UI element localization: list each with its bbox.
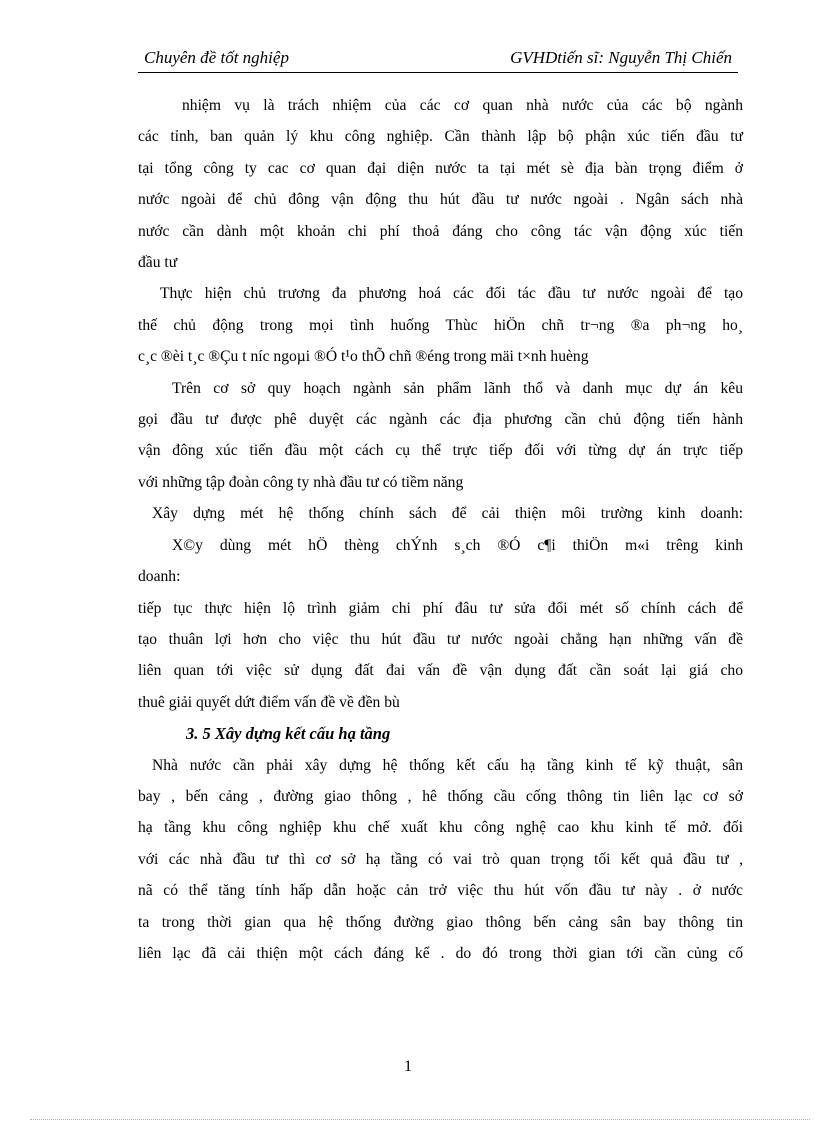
text-line: liên lạc đã cải thiện một cách đáng kể . do đó trong thời gian tới cần củng cố	[138, 944, 743, 962]
text-line: nhiệm vụ là trách nhiệm của các cơ quan nhà nước của các bộ ngành	[182, 97, 743, 114]
page-number: 1	[404, 1058, 412, 1075]
text-line: nước cần dành một khoản chi phí thoả đáng cho công tác vận động xúc tiến	[138, 222, 743, 240]
page-bottom-divider	[30, 1119, 810, 1120]
text-line: tiếp tục thực hiện lộ trình giảm chi phí đâu tư sửa đổi mét số chính cách để	[138, 599, 743, 617]
section-heading: 3. 5 Xây dựng kết cấu hạ tầng	[186, 724, 391, 744]
text-line: Nhà nước cần phải xây dựng hệ thống kết cấu hạ tầng kinh tế kỹ thuật, sân	[152, 756, 743, 774]
text-line: vận đông xúc tiến đầu một cách cụ thể trực tiếp đối với từng dự án trực tiếp	[138, 442, 743, 460]
text-line: nước ngoài để chủ đông vận động thu hút đầu tư nước ngoài . Ngân sách nhà	[138, 191, 743, 209]
document-body	[138, 90, 743, 969]
text-line: ta trong thời gian qua hệ thống đường giao thông bến cảng sân bay thông tin	[138, 913, 743, 931]
text-line: Thực hiện chủ trương đa phương hoá các đối tác đầu tư nước ngoài để tạo	[160, 285, 743, 303]
text-line: Xây dựng mét hệ thống chính sách để cải thiện môi trường kinh doanh:	[152, 505, 743, 523]
header-title: Chuyên đề tốt nghiệp	[144, 48, 289, 67]
text-line: đầu tư	[138, 254, 178, 272]
text-line: tạo thuân lợi hơn cho việc thu hút đầu tư nước ngoài chẳng hạn những vấn đề	[138, 630, 743, 648]
text-line: liên quan tới việc sử dụng đất đai vấn đề vận dụng đất cần soát lại giá cho	[138, 662, 743, 680]
text-line: c¸c ®èi t¸c ®Çu t níc ngoµi ®Ó t¹o thÕ chñ ®éng trong mäi t×nh huèng	[138, 348, 589, 366]
text-line: hạ tầng khu công nghiệp khu chế xuất khu công nghệ cao khu kinh tế mở. đối	[138, 819, 743, 837]
text-line: với những tập đoàn công ty nhà đầu tư có tiềm năng	[138, 473, 464, 491]
text-line: nã có thể tăng tính hấp dẫn hoặc cản trở việc thu hút vốn đầu tư này . ở nước	[138, 882, 743, 900]
text-line: X©y dùng mét hÖ thèng chÝnh s¸ch ®Ó c¶i thiÖn m«i trêng kinh	[172, 536, 743, 554]
page-header	[138, 46, 738, 73]
text-line: tại tổng công ty cac cơ quan đại diện nước ta tại mét sè địa bàn trọng điểm ở	[138, 159, 743, 177]
text-line: với các nhà đầu tư thì cơ sở hạ tầng có vai trò quan trọng tối kết quả đầu tư ,	[138, 850, 743, 868]
text-line: các tỉnh, ban quản lý khu công nghiệp. Cần thành lập bộ phận xúc tiến đầu tư	[138, 128, 743, 146]
header-advisor: GVHDtiến sĩ: Nguyễn Thị Chiến	[510, 48, 732, 67]
text-line: gọi đầu tư được phê duyệt các ngành các địa phương cần chủ động tiến hành	[138, 411, 743, 429]
text-line: doanh:	[138, 568, 181, 586]
text-line: Trên cơ sở quy hoạch ngành sản phẩm lãnh thổ và danh mục dự án kêu	[172, 379, 743, 397]
text-line: thuê giải quyết dứt điểm vấn đề về đền bù	[138, 693, 400, 711]
text-line: bay , bến cảng , đường giao thông , hê thống cầu cống thông tin liên lạc cơ sở	[138, 787, 743, 805]
text-line: thế chủ động trong mọi tình huống Thùc hiÖn chñ tr¬ng ®a ph¬ng ho¸	[138, 316, 743, 334]
